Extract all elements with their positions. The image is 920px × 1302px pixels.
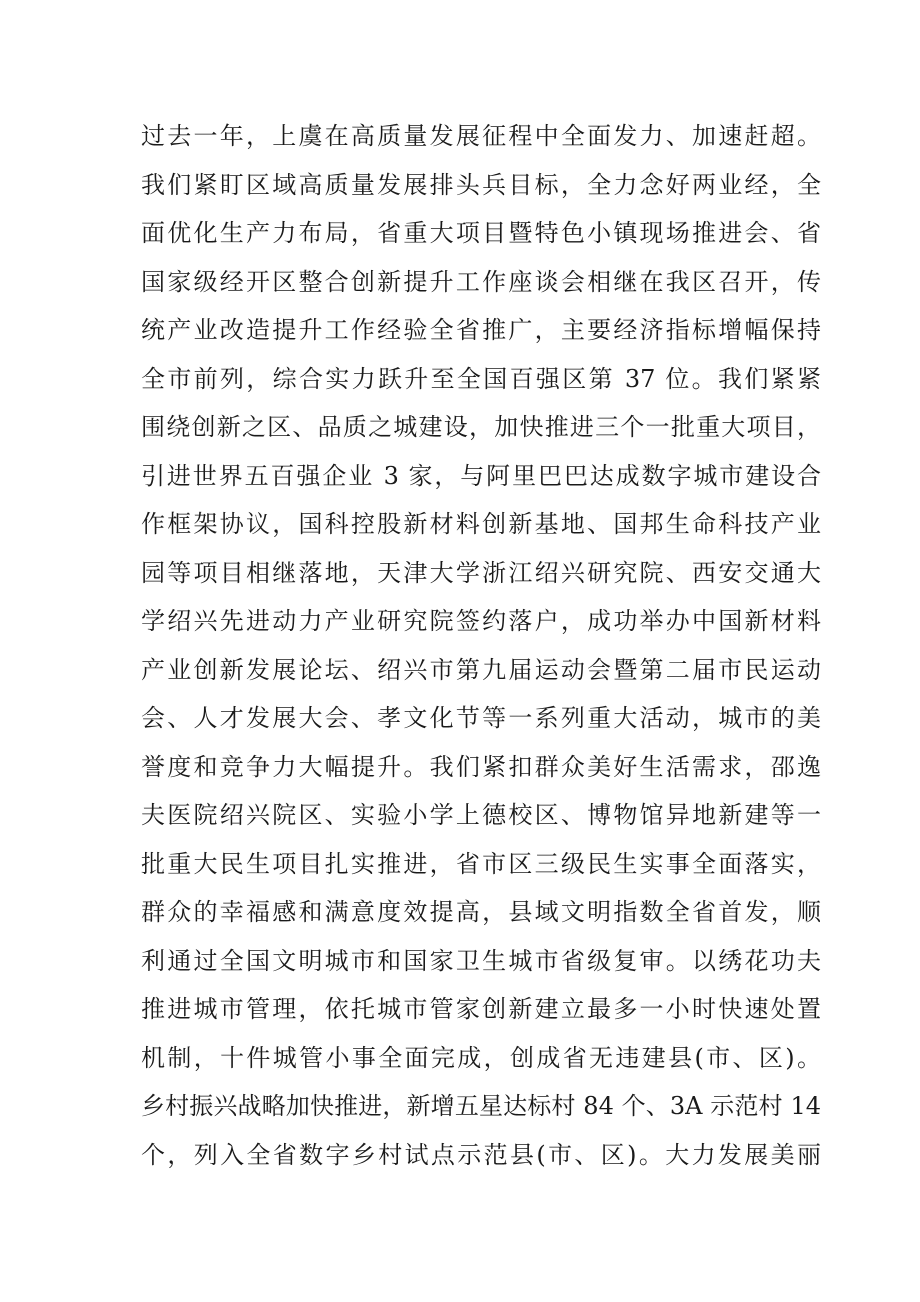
text-line: 个，列入全省数字乡村试点示范县(市、区)。大力发展美丽 xyxy=(141,1140,821,1169)
text-line: 我们紧盯区域高质量发展排头兵目标，全力念好两业经，全 xyxy=(141,170,821,199)
text-line: 全市前列，综合实力跃升至全国百强区第 37 位。我们紧紧 xyxy=(141,364,821,393)
text-line: 引进世界五百强企业 3 家，与阿里巴巴达成数字城市建设合 xyxy=(141,461,821,490)
body-paragraph xyxy=(141,112,821,1179)
text-line: 过去一年，上虞在高质量发展征程中全面发力、加速赶超。 xyxy=(141,122,821,150)
text-line: 推进城市管理，依托城市管家创新建立最多一小时快速处置 xyxy=(141,995,821,1023)
text-line: 作框架协议，国科控股新材料创新基地、国邦生命科技产业 xyxy=(141,510,821,538)
text-line: 产业创新发展论坛、绍兴市第九届运动会暨第二届市民运动 xyxy=(141,655,821,684)
text-line: 利通过全国文明城市和国家卫生城市省级复审。以绣花功夫 xyxy=(141,946,821,975)
text-line: 夫医院绍兴院区、实验小学上德校区、博物馆异地新建等一 xyxy=(141,801,821,829)
text-line: 批重大民生项目扎实推进，省市区三级民生实事全面落实， xyxy=(141,849,821,878)
text-line: 统产业改造提升工作经验全省推广，主要经济指标增幅保持 xyxy=(141,316,821,344)
text-line: 围绕创新之区、品质之城建设，加快推进三个一批重大项目， xyxy=(141,413,821,441)
text-line: 会、人才发展大会、孝文化节等一系列重大活动，城市的美 xyxy=(141,704,821,732)
text-line: 群众的幸福感和满意度效提高，县域文明指数全省首发，顺 xyxy=(141,898,821,926)
text-line: 乡村振兴战略加快推进，新增五星达标村 84 个、3A 示范村 14 xyxy=(141,1092,821,1120)
text-line: 誉度和竞争力大幅提升。我们紧扣群众美好生活需求，邵逸 xyxy=(141,752,821,781)
text-line: 机制，十件城管小事全面完成，创成省无违建县(市、区)。 xyxy=(141,1043,821,1072)
text-line: 国家级经开区整合创新提升工作座谈会相继在我区召开，传 xyxy=(141,267,821,296)
text-line: 园等项目相继落地，天津大学浙江绍兴研究院、西安交通大 xyxy=(141,558,821,587)
text-line: 面优化生产力布局，省重大项目暨特色小镇现场推进会、省 xyxy=(141,219,821,247)
text-line: 学绍兴先进动力产业研究院签约落户，成功举办中国新材料 xyxy=(141,607,821,635)
